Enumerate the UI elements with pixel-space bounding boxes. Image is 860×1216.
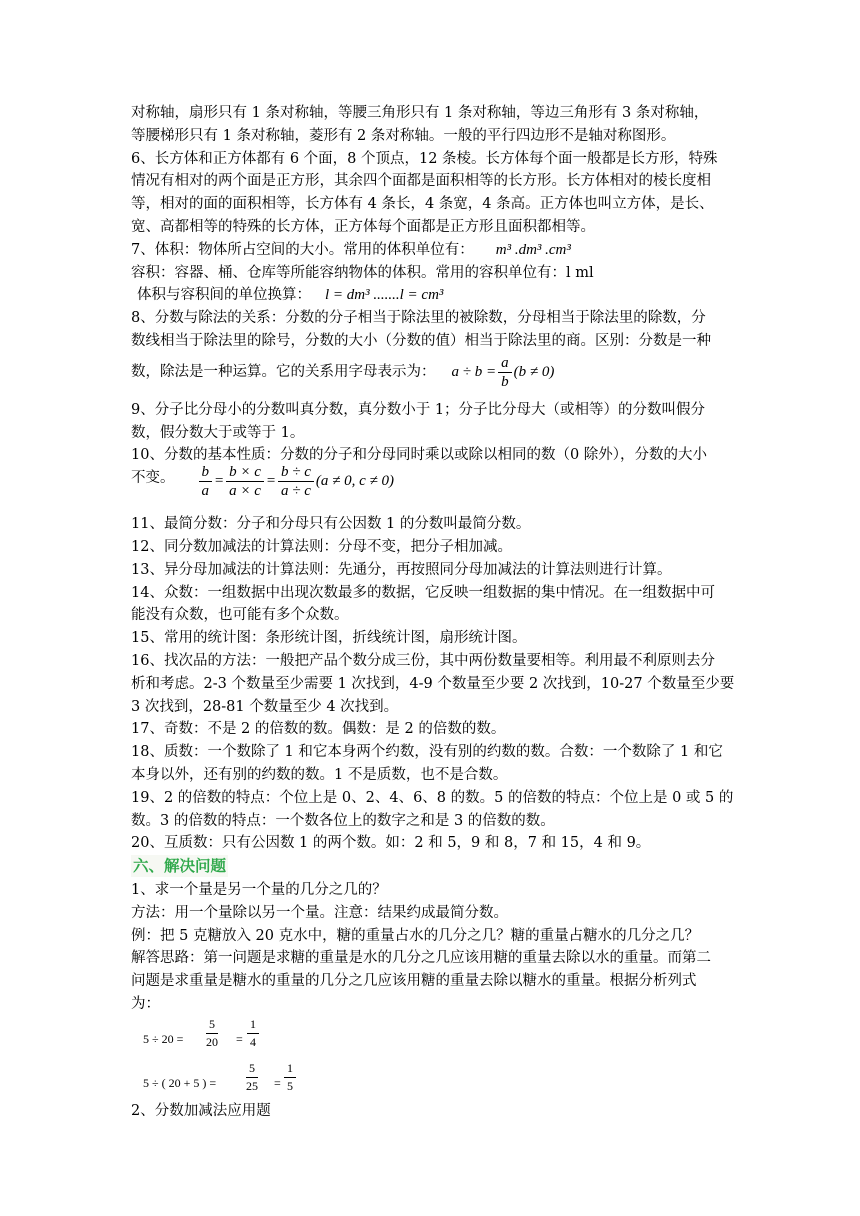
fraction bbox=[278, 463, 314, 500]
text-line: 18、质数：一个数除了 1 和它本身两个约数，没有别的约数的数。合数：一个数除了 1 和它 bbox=[131, 744, 723, 761]
text-line: 2、分数加减法应用题 bbox=[131, 1102, 271, 1119]
equals-sign: = bbox=[214, 473, 225, 490]
text-line: 数线相当于除法里的除号，分数的大小（分数的值）相当于除法里的商。区别：分数是一种 bbox=[131, 332, 711, 349]
equals-sign: = bbox=[236, 1031, 243, 1046]
unit-conversion-line bbox=[131, 284, 735, 307]
section-heading-line bbox=[131, 855, 735, 879]
text-line: 17、奇数：不是 2 的倍数的数。偶数：是 2 的倍数的数。 bbox=[131, 721, 506, 738]
text-line: 数，假分数大于或等于 1。 bbox=[131, 424, 305, 441]
numerator: a bbox=[498, 354, 512, 373]
document-body bbox=[131, 102, 735, 1122]
numerator: b bbox=[199, 463, 213, 482]
text-line: 不变。 bbox=[131, 470, 175, 487]
relation-formula bbox=[452, 354, 555, 391]
denominator: a bbox=[201, 483, 209, 500]
text-line: 16、找次品的方法：一般把产品个数分成三份，其中两份数量要相等。利用最不利原则去分 bbox=[131, 652, 715, 669]
fraction bbox=[498, 354, 512, 391]
unit-conversion-math: l = dm³ .......l = cm³ bbox=[325, 287, 444, 304]
text-line: 能没有众数，也可能有多个众数。 bbox=[131, 607, 349, 624]
text-line: 例：把 5 克糖放入 20 克水中，糖的重量占水的几分之几？糖的重量占糖水的几分之几？ bbox=[131, 927, 700, 944]
fraction bbox=[206, 1016, 218, 1051]
text-line: 宽、高都相等的特殊的长方体，正方体每个面都是正方形且面积都相等。 bbox=[131, 218, 595, 235]
fraction-division-relation bbox=[131, 353, 735, 393]
fraction bbox=[226, 463, 264, 500]
fraction bbox=[199, 463, 213, 500]
text-line: 20、互质数：只有公因数 1 的两个数。如：2 和 5，9 和 8，7 和 15，4 和 9。 bbox=[131, 835, 651, 852]
denominator: a × c bbox=[229, 483, 261, 500]
fraction bbox=[284, 1060, 296, 1095]
basic-property-formula bbox=[197, 463, 395, 500]
equation-2 bbox=[131, 1060, 735, 1100]
formula-condition: (b ≠ 0) bbox=[513, 364, 555, 381]
text-line: 1、求一个量是另一个量的几分之几的？ bbox=[131, 881, 387, 898]
text-line: 13、异分母加减法的计算法则：先通分，再按照同分母加减法的计算法则进行计算。 bbox=[131, 561, 672, 578]
text-line: 12、同分数加减法的计算法则：分母不变，把分子相加减。 bbox=[131, 538, 512, 555]
text-line: 等，相对的面的面积相等，长方体有 4 条长，4 条宽，4 条高。正方体也叫立方体，是长、 bbox=[131, 196, 714, 213]
text-line: 数。3 的倍数的特点：一个数各位上的数字之和是 3 的倍数的数。 bbox=[131, 812, 555, 829]
text-line: 对称轴，扇形只有 1 条对称轴，等腰三角形只有 1 条对称轴，等边三角形有 3 条对称轴， bbox=[131, 105, 709, 121]
text-line: 9、分子比分母小的分数叫真分数，真分数小于 1；分子比分母大（或相等）的分数叫假分 bbox=[131, 401, 706, 418]
text-line: 14、众数：一组数据中出现次数最多的数据，它反映一组数据的集中情况。在一组数据中可 bbox=[131, 584, 715, 601]
numerator: b ÷ c bbox=[278, 463, 314, 482]
equation-lhs: 5 ÷ 20 = bbox=[143, 1031, 184, 1046]
text-line: 为： bbox=[131, 995, 160, 1012]
text-line: 10、分数的基本性质：分数的分子和分母同时乘以或除以相同的数（0 除外），分数的大小 bbox=[131, 447, 708, 464]
basic-property-line bbox=[131, 464, 735, 513]
equals-sign: = bbox=[274, 1075, 281, 1090]
text-line: 析和考虑。2-3 个数量至少需要 1 次找到，4-9 个数量至少要 2 次找到，10-27 个数量至少要 bbox=[131, 675, 735, 692]
unit-conversion-text: 体积与容积间的单位换算： bbox=[137, 287, 311, 304]
text-line: 问题是求重量是糖水的重量的几分之几应该用糖的重量去除以糖水的重量。根据分析列式 bbox=[131, 973, 697, 990]
text-line: 情况有相对的两个面是正方形，其余四个面都是面积相等的长方形。长方体相对的棱长度相 bbox=[131, 173, 711, 190]
text-line: 3 次找到，28-81 个数量至少 4 次找到。 bbox=[131, 698, 399, 715]
text-line: 方法：用一个量除以另一个量。注意：结果约成最简分数。 bbox=[131, 904, 508, 921]
text-line: 本身以外，还有别的约数的数。1 不是质数，也不是合数。 bbox=[131, 766, 508, 783]
text-line: 解答思路：第一问题是求糖的重量是水的几分之几应该用糖的重量去除以水的重量。而第二 bbox=[131, 950, 711, 967]
volume-units-math: m³ .dm³ .cm³ bbox=[495, 241, 571, 258]
item-7-text: 7、体积：物体所占空间的大小。常用的体积单位有： bbox=[131, 241, 474, 258]
denominator: 20 bbox=[206, 1034, 218, 1049]
equals-sign: = bbox=[265, 473, 277, 490]
equation-1 bbox=[131, 1016, 735, 1056]
text-line: 8、分数与除法的关系：分数的分子相当于除法里的被除数，分母相当于除法里的除数，分 bbox=[131, 310, 706, 327]
text-line: 11、最简分数：分子和分母只有公因数 1 的分数叫最简分数。 bbox=[131, 516, 531, 533]
text-line: 19、2 的倍数的特点：个位上是 0、2、4、6、8 的数。5 的倍数的特点：个位上是 0 或 5 的 bbox=[131, 789, 734, 806]
denominator: 25 bbox=[246, 1078, 258, 1093]
equation-lhs: 5 ÷ ( 20 + 5 ) = bbox=[143, 1075, 217, 1090]
numerator: 5 bbox=[246, 1060, 258, 1078]
numerator: 1 bbox=[284, 1060, 296, 1078]
text-line: 等腰梯形只有 1 条对称轴，菱形有 2 条对称轴。一般的平行四边形不是轴对称图形。 bbox=[131, 127, 676, 144]
formula-lhs: a ÷ b = bbox=[451, 364, 497, 381]
fraction bbox=[246, 1060, 258, 1095]
formula-condition: (a ≠ 0, c ≠ 0) bbox=[315, 473, 395, 490]
text-line: 6、长方体和正方体都有 6 个面，8 个顶点，12 条棱。长方体每个面一般都是长方形，特殊 bbox=[131, 150, 718, 167]
fraction bbox=[247, 1016, 259, 1051]
denominator: b bbox=[501, 374, 509, 391]
numerator: 5 bbox=[206, 1016, 218, 1034]
item-7-volume bbox=[131, 239, 735, 262]
capacity-line: 容积：容器、桶、仓库等所能容纳物体的体积。常用的容积单位有：l ml bbox=[131, 264, 594, 281]
text-line: 15、常用的统计图：条形统计图，折线统计图，扇形统计图。 bbox=[131, 630, 527, 647]
text-line: 数，除法是一种运算。它的关系用字母表示为： bbox=[131, 364, 436, 381]
denominator: 5 bbox=[287, 1078, 293, 1093]
numerator: b × c bbox=[226, 463, 264, 482]
denominator: a ÷ c bbox=[281, 483, 311, 500]
numerator: 1 bbox=[247, 1016, 259, 1034]
denominator: 4 bbox=[250, 1034, 256, 1049]
section-heading: 六、解决问题 bbox=[133, 857, 227, 876]
